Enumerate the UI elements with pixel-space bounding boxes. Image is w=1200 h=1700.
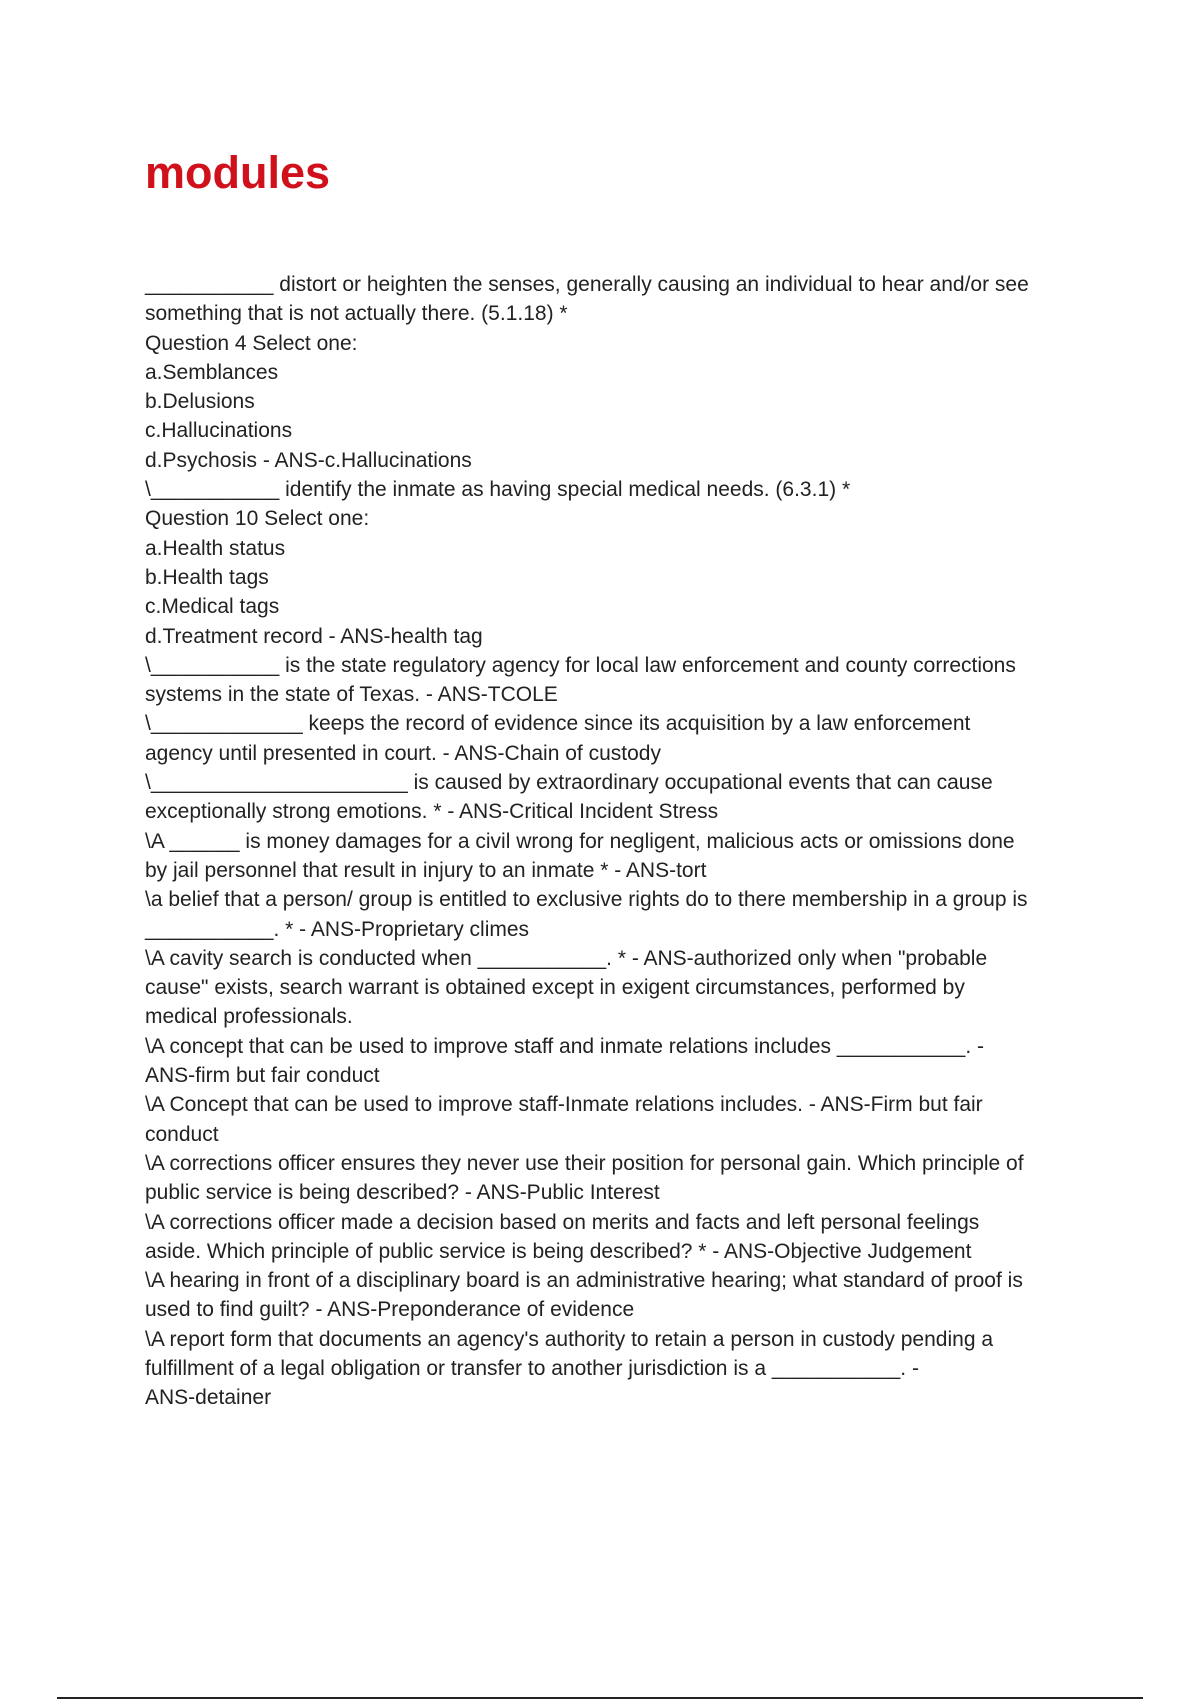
text-line: exceptionally strong emotions. * - ANS-Critical Incident Stress xyxy=(145,800,719,824)
text-line: c.Hallucinations xyxy=(145,419,293,443)
text-line: \_____________ keeps the record of evidence since its acquisition by a law enforcement xyxy=(145,712,971,736)
text-line: \___________ identify the inmate as having special medical needs. (6.3.1) * xyxy=(145,478,851,502)
text-line: \A ______ is money damages for a civil wrong for negligent, malicious acts or omissions done xyxy=(145,829,1015,853)
text-line: aside. Which principle of public service is being described? * - ANS-Objective Judgement xyxy=(145,1239,972,1263)
text-line: \______________________ is caused by extraordinary occupational events that can cause xyxy=(145,771,993,795)
document-title: modules xyxy=(145,147,331,198)
text-line: conduct xyxy=(145,1122,219,1146)
text-line: \A cavity search is conducted when ___________. * - ANS-authorized only when "probable xyxy=(145,946,988,970)
page-footer-rule xyxy=(57,1697,1143,1699)
text-line: d.Treatment record - ANS-health tag xyxy=(145,624,483,648)
text-line: medical professionals. xyxy=(145,1005,353,1029)
text-line: by jail personnel that result in injury to an inmate * - ANS-tort xyxy=(145,858,707,882)
text-line: \___________ is the state regulatory agency for local law enforcement and county corrections xyxy=(145,653,1016,677)
text-line: ___________ distort or heighten the senses, generally causing an individual to hear and/or see xyxy=(145,273,1029,296)
text-line: b.Health tags xyxy=(145,565,269,589)
text-line: Question 10 Select one: xyxy=(145,507,370,531)
text-line: agency until presented in court. - ANS-Chain of custody xyxy=(145,741,661,765)
text-line: ANS-firm but fair conduct xyxy=(145,1064,380,1088)
text-line: a.Health status xyxy=(145,536,286,560)
text-line: systems in the state of Texas. - ANS-TCOLE xyxy=(145,683,558,707)
text-line: \a belief that a person/ group is entitled to exclusive rights do to there membership in a group is xyxy=(145,888,1028,912)
text-line: c.Medical tags xyxy=(145,595,280,619)
text-line: fulfillment of a legal obligation or transfer to another jurisdiction is a ___________. - xyxy=(145,1356,919,1380)
text-line: \A corrections officer ensures they never use their position for personal gain. Which principle of xyxy=(145,1151,1024,1175)
text-line: b.Delusions xyxy=(145,390,255,414)
text-line: \A Concept that can be used to improve staff-Inmate relations includes. - ANS-Firm but fair xyxy=(145,1093,983,1117)
text-line: ANS-detainer xyxy=(145,1386,272,1410)
text-line: \A concept that can be used to improve staff and inmate relations includes ___________. - xyxy=(145,1034,984,1058)
text-line: used to find guilt? - ANS-Preponderance of evidence xyxy=(145,1298,635,1322)
text-line: \A report form that documents an agency's authority to retain a person in custody pending a xyxy=(145,1327,994,1351)
text-line: a.Semblances xyxy=(145,360,279,384)
text-line: something that is not actually there. (5.1.18) * xyxy=(145,302,568,326)
text-line: \A corrections officer made a decision based on merits and facts and left personal feelings xyxy=(145,1210,980,1234)
text-line: d.Psychosis - ANS-c.Hallucinations xyxy=(145,448,472,472)
document-body xyxy=(145,270,1085,1413)
text-line: public service is being described? - ANS-Public Interest xyxy=(145,1181,660,1205)
text-line: cause" exists, search warrant is obtained except in exigent circumstances, performed by xyxy=(145,976,965,1000)
text-line: \A hearing in front of a disciplinary board is an administrative hearing; what standard of proof is xyxy=(145,1269,1023,1293)
text-line: ___________. * - ANS-Proprietary climes xyxy=(145,917,530,941)
text-line: Question 4 Select one: xyxy=(145,331,358,355)
